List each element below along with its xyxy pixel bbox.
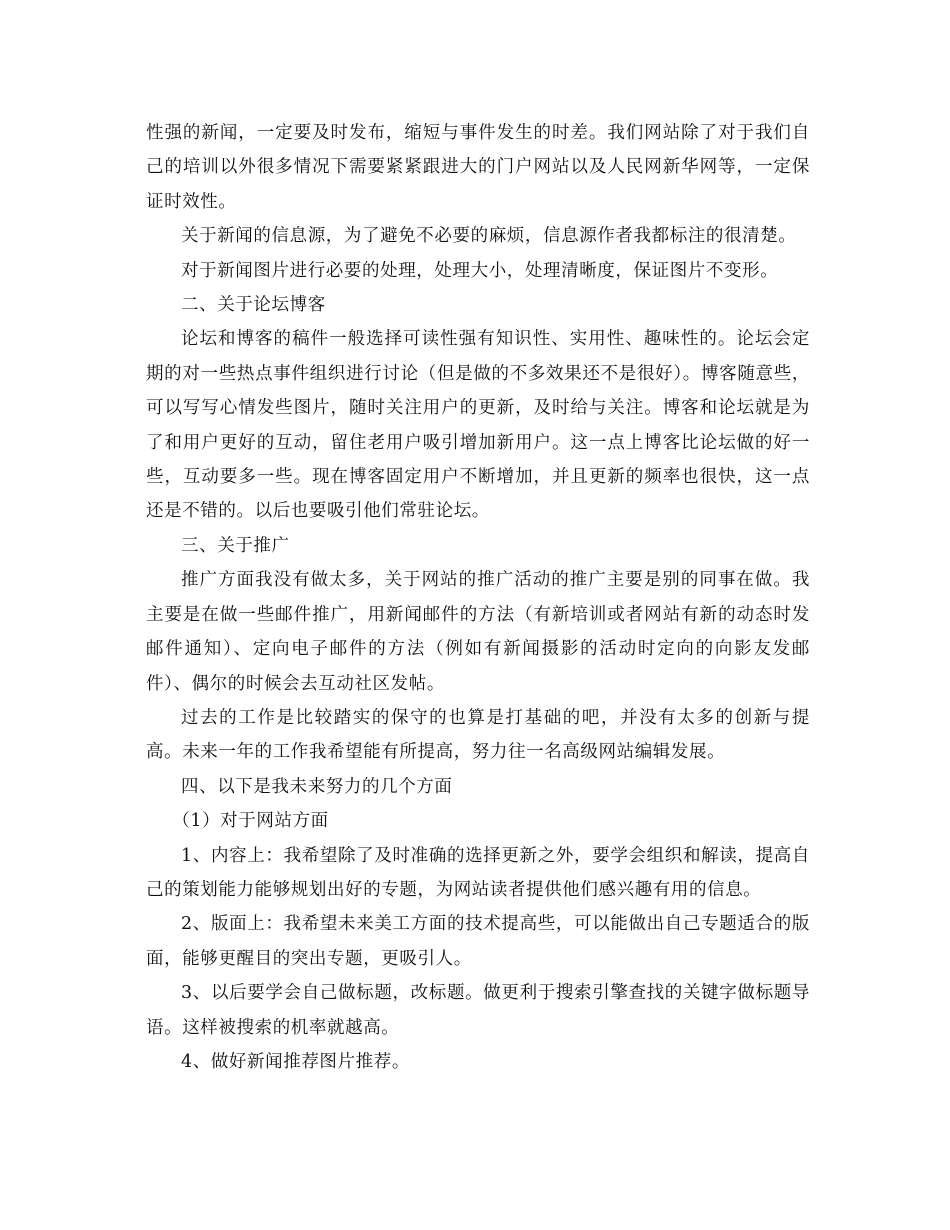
section-heading-promotion: 三、关于推广 xyxy=(181,535,290,556)
subheading-website: （1）对于网站方面 xyxy=(172,811,329,832)
paragraph-promotion: 推广方面我没有做太多，关于网站的推广活动的推广主要是别的同事在做。我主要是在做一些邮件推广，用新闻邮件的方法（有新培训或者网站有新的动态时发邮件通知）、定向电子邮件的方法（例如有新闻摄影的活动时定向的向影友发邮件）、偶尔的时候会去互动社区发帖。 xyxy=(146,570,810,694)
paragraph-forum-blog: 论坛和博客的稿件一般选择可读性强有知识性、实用性、趣味性的。论坛会定期的对一些热点事件组织进行讨论（但是做的不多效果还不是很好）。博客随意些，可以写写心情发些图片，随时关注用户的更新，及时给与关注。博客和论坛就是为了和用户更好的互动，留住老用户吸引增加新用户。这一点上博客比论坛做的好一些，互动要多一些。现在博客固定用户不断增加，并且更新的频率也很快，这一点还是不错的。以后也要吸引他们常驻论坛。 xyxy=(146,329,810,522)
document-page xyxy=(146,116,810,1079)
list-item-content: 1、内容上：我希望除了及时准确的选择更新之外，要学会组织和解读，提高自己的策划能力能够规划出好的专题，为网站读者提供他们感兴趣有用的信息。 xyxy=(146,845,810,900)
paragraph-timeliness: 性强的新闻，一定要及时发布，缩短与事件发生的时差。我们网站除了对于我们自己的培训以外很多情况下需要紧紧跟进大的门户网站以及人民网新华网等，一定保证时效性。 xyxy=(146,123,810,212)
paragraph-news-source: 关于新闻的信息源，为了避免不必要的麻烦，信息源作者我都标注的很清楚。 xyxy=(181,226,797,247)
section-heading-future-efforts: 四、以下是我未来努力的几个方面 xyxy=(181,776,453,797)
paragraph-news-images: 对于新闻图片进行必要的处理，处理大小，处理清晰度，保证图片不变形。 xyxy=(181,260,779,281)
section-heading-forum-blog: 二、关于论坛博客 xyxy=(181,295,326,316)
list-item-layout: 2、版面上：我希望未来美工方面的技术提高些，可以能做出自己专题适合的版面，能够更醒目的突出专题，更吸引人。 xyxy=(146,914,810,969)
paragraph-past-work: 过去的工作是比较踏实的保守的也算是打基础的吧，并没有太多的创新与提高。未来一年的工作我希望能有所提高，努力往一名高级网站编辑发展。 xyxy=(146,707,810,763)
list-item-titles: 3、以后要学会自己做标题，改标题。做更利于搜索引擎查找的关键字做标题导语。这样被搜索的机率就越高。 xyxy=(146,983,810,1038)
list-item-recommend: 4、做好新闻推荐图片推荐。 xyxy=(181,1051,410,1072)
